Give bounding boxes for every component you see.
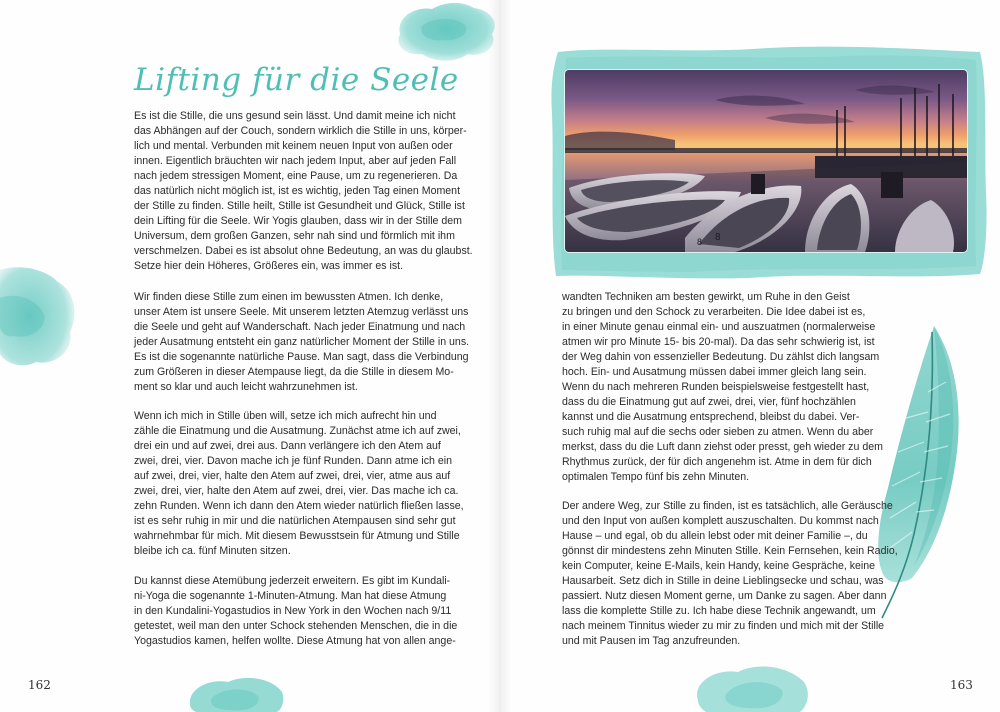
page-number-right: 163 [950,678,973,692]
text-line: ni-Yoga die sogenannte 1-Minuten-Atmung. Man hat diese Atmung [134,590,447,602]
text-line: Es ist die sogenannte natürliche Pause. Man sagt, dass die Verbindung [134,351,469,363]
text-line: Du kannst diese Atemübung jederzeit erweitern. Es gibt im Kundali- [134,575,451,587]
left-paragraph-2 [134,290,469,395]
left-paragraph-1 [134,109,473,274]
text-line: in den Kundalini-Yogastudios in New York in den Wochen nach 9/11 [134,605,452,617]
text-line: unser Atem ist unsere Seele. Mit unserem letzten Atemzug verlässt uns [134,306,469,318]
left-paragraph-3 [134,409,464,559]
page-number-left: 162 [28,678,51,692]
text-line: verschmelzen. Dabei es ist absolut ohne Bedeutung, an was du glaubst. [134,245,473,257]
text-line: Yogastudios kamen, helfen wollte. Diese Atmung hat von allen ange- [134,635,456,647]
text-line: Hausarbeit. Setz dich in Stille in deine Lieblingsecke und schau, was [562,575,884,587]
text-line: Universum, dem großen Ganzen, sehr nah sind und förmlich mit ihm [134,230,455,242]
text-line: dein Lifting für die Seele. Wir Yogis glauben, dass wir in der Stille dem [134,215,462,227]
left-paragraph-4 [134,574,457,649]
book-gutter [488,0,512,712]
text-line: Wenn ich mich in Stille üben will, setze ich mich aufrecht hin und [134,410,437,422]
text-line: zwei, drei, vier, halte den Atem auf zwei, drei, vier. Das mache ich ca. [134,485,459,497]
text-line: und mit Pausen im Tag anzufreunden. [562,635,741,647]
right-paragraph-1 [562,290,883,485]
watercolor-splash-bottom-right [692,660,812,712]
text-line: lich und mental. Verbunden mit keinem neuen Input von außen oder [134,140,453,152]
text-line: jeder Ausatmung entsteht ein ganz natürlicher Moment der Stille in uns. [134,336,470,348]
text-line: ist es sehr ruhig in mir und die natürlichen Atempausen sind sehr gut [134,515,456,527]
text-line: getestet, weil man den unter Schock stehenden Menschen, die in die [134,620,458,632]
chapter-title: Lifting für die Seele [134,62,459,98]
text-line: gönnst dir mindestens zehn Minuten Stille. Kein Fernsehen, kein Radio, [562,545,898,557]
text-line: such ruhig mal auf die sechs oder sieben zu atmen. Wenn du aber [562,426,874,438]
text-line: Wenn du nach mehreren Runden beispielsweise festgestellt hast, [562,381,870,393]
text-line: zwei, drei, vier. Davon mache ich je fünf Runden. Dann atme ich ein [134,455,452,467]
text-line: kein Computer, keine E-Mails, kein Handy, keine Gespräche, keine [562,560,876,572]
text-line: in einer Minute genau einmal ein- und auszuatmen (normalerweise [562,321,876,333]
text-line: nach meinem Tinnitus wieder zu mir zu finden und mich mit der Stille [562,620,885,632]
text-line: wahrnehmbar für mich. Mit diesem Bewusstsein für Atmung und Stille [134,530,460,542]
text-line: bleibe ich ca. fünf Minuten sitzen. [134,545,291,557]
text-line: zähle die Einatmung und die Ausatmung. Zunächst atme ich auf zwei, [134,425,461,437]
text-line: wandten Techniken am besten gewirkt, um Ruhe in den Geist [562,291,850,303]
text-line: lass die komplette Stille zu. Ich habe diese Technik angewandt, um [562,605,876,617]
text-line: Setze hier dein Höheres, Größeres ein, was immer es ist. [134,260,404,272]
text-line: zu bringen und den Schock zu verarbeiten. Die Idee dabei ist es, [562,306,866,318]
text-line: das Abhängen auf der Couch, sondern wirklich die Stille in uns, körper- [134,125,467,137]
text-line: der Stille zu finden. Stille heilt, Stille ist Gesundheit und Glück, Stille ist [134,200,465,212]
right-paragraph-2 [562,499,898,649]
text-line: merkst, dass du die Luft dann ziehst oder presst, geh wieder zu dem [562,441,883,453]
text-line: auf zwei, drei, vier, halte den Atem auf zwei, drei, vier, atme aus auf [134,470,451,482]
text-line: zehn Runden. Wenn ich dann den Atem wieder natürlich fließen lasse, [134,500,464,512]
text-line: optimalen Tempo fünf bis zehn Minuten. [562,471,750,483]
text-line: Rhythmus zurück, der für dich angenehm ist. Atme in dem für dich [562,456,872,468]
watercolor-splash-bottom-left [186,674,286,712]
watercolor-splash-top [392,0,502,66]
text-line: Der andere Weg, zur Stille zu finden, ist es tatsächlich, alle Geräusche [562,500,893,512]
text-line: ment so klar und auch leicht wahrzunehmen ist. [134,381,358,393]
text-line: das natürlich nicht möglich ist, ist es wichtig, jeden Tag einen Moment [134,185,461,197]
text-line: hoch. Ein- und Ausatmung müssen dabei immer gleich lang sein. [562,366,867,378]
text-line: passiert. Nutz diesen Moment gerne, um Danke zu sagen. Aber dann [562,590,887,602]
boat-number-b: 8 [697,237,703,247]
text-line: zum Größeren in dieser Atempause liegt, da die Stille in diesem Mo- [134,366,454,378]
text-line: drei ein und auf zwei, drei aus. Dann verlängere ich den Atem auf [134,440,441,452]
text-line: dass du die Einatmung gut auf zwei, drei, vier, fünf hochzählen [562,396,856,408]
text-line: Es ist die Stille, die uns gesund sein lässt. Und damit meine ich nicht [134,110,456,122]
text-line: Wir finden diese Stille zum einen im bewussten Atmen. Ich denke, [134,291,444,303]
text-line: kannst und die Ausatmung entsprechend, bleibst du dabei. Ver- [562,411,860,423]
text-line: die Seele und geht auf Wanderschaft. Nach jeder Einatmung und nach [134,321,466,333]
watercolor-splash-left [0,262,80,372]
boat-number-a: 8 [715,232,721,243]
text-line: nach jedem stressigen Moment, eine Pause, um zu regenerieren. Da [134,170,458,182]
text-line: und den Input von außen komplett auszuschalten. Du kommst nach [562,515,879,527]
text-line: der Weg dahin von essenzieller Bedeutung. Du zählst dich langsam [562,351,880,363]
text-line: atmen wir pro Minute 15- bis 20-mal). Da das sehr schwierig ist, ist [562,336,875,348]
text-line: innen. Eigentlich bräuchten wir nach jedem Input, aber auf jeden Fall [134,155,457,167]
harbor-sunset-photo [565,70,967,252]
text-line: Hause – und egal, ob du allein lebst oder mit deiner Familie –, du [562,530,868,542]
